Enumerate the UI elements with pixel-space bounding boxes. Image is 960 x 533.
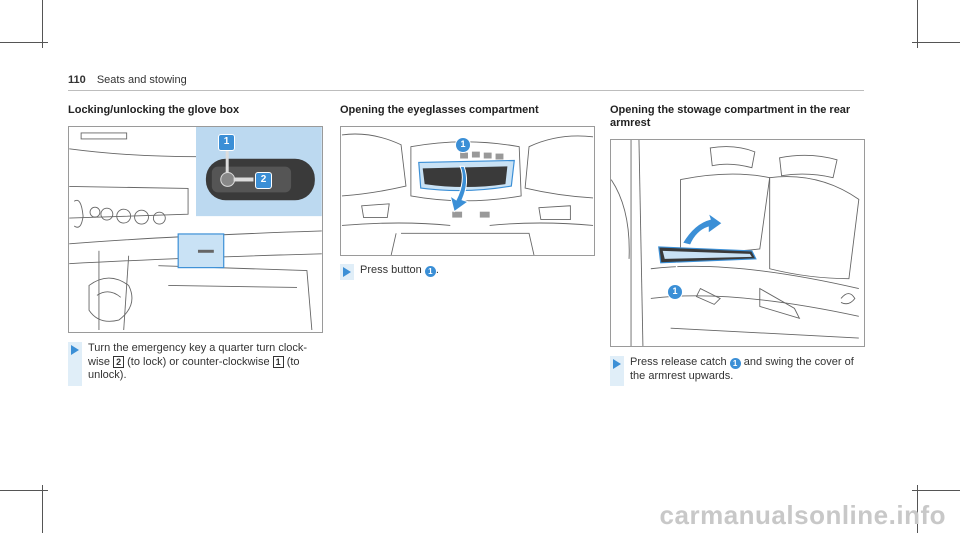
- page-number: 110: [68, 74, 86, 86]
- callout-1-icon: 1: [730, 358, 741, 369]
- crop-mark: [912, 42, 960, 43]
- instruction-text-part: Press release catch: [630, 356, 730, 368]
- glove-box-illustration: [69, 127, 322, 332]
- crop-mark: [42, 485, 43, 533]
- page-header: [68, 74, 187, 86]
- crop-mark: [0, 490, 48, 491]
- callout-1-icon: 1: [425, 266, 436, 277]
- section-title-eyeglasses: Opening the eyeglasses compartment: [340, 104, 539, 116]
- instruction-text-part: Press button: [360, 264, 425, 276]
- rear-armrest-illustration: [611, 140, 864, 346]
- callout-circle-1: 1: [667, 284, 683, 300]
- instruction-text-part: (to unlock).: [88, 355, 300, 381]
- instruction-text-part: (to lock) or counter-clockwise: [124, 355, 273, 368]
- instruction-eyeglasses: [340, 264, 598, 280]
- section-title-rear-armrest: Opening the stowage compartment in the rear armrest: [610, 104, 851, 129]
- instruction-text-part: .: [435, 264, 439, 276]
- instruction-text: [360, 264, 439, 280]
- step-arrow-icon: [343, 267, 351, 277]
- callout-badge-1: 1: [218, 134, 235, 151]
- instruction-text: [88, 342, 326, 386]
- instruction-text-part: and swing the cover of the armrest upwards.: [630, 356, 854, 382]
- crop-mark: [42, 0, 43, 48]
- section-name: Seats and stowing: [96, 74, 187, 86]
- figure-rear-armrest: [610, 139, 865, 347]
- instruction-bar: [68, 342, 82, 386]
- callout-badge-2: 2: [255, 172, 272, 189]
- header-divider: [68, 90, 864, 91]
- watermark-text: carmanualsonline.info: [659, 500, 946, 530]
- section-title-glove-box: Locking/unlocking the glove box: [68, 104, 240, 116]
- figure-glove-box: [68, 126, 323, 333]
- callout-circle-1: 1: [455, 137, 471, 153]
- crop-mark: [0, 42, 48, 43]
- crop-mark: [917, 0, 918, 48]
- crop-mark: [912, 490, 960, 491]
- key-2-icon: 2: [113, 356, 124, 368]
- instruction-bar: [340, 264, 354, 280]
- instruction-bar: [610, 356, 624, 386]
- step-arrow-icon: [613, 359, 621, 369]
- instruction-glove-box: [68, 342, 326, 386]
- instruction-text-part: Turn the emergency key a quarter turn clock-wise: [88, 342, 308, 368]
- key-1-icon: 1: [273, 356, 284, 368]
- step-arrow-icon: [71, 345, 79, 355]
- instruction-rear-armrest: [610, 356, 865, 386]
- instruction-text: [630, 356, 865, 386]
